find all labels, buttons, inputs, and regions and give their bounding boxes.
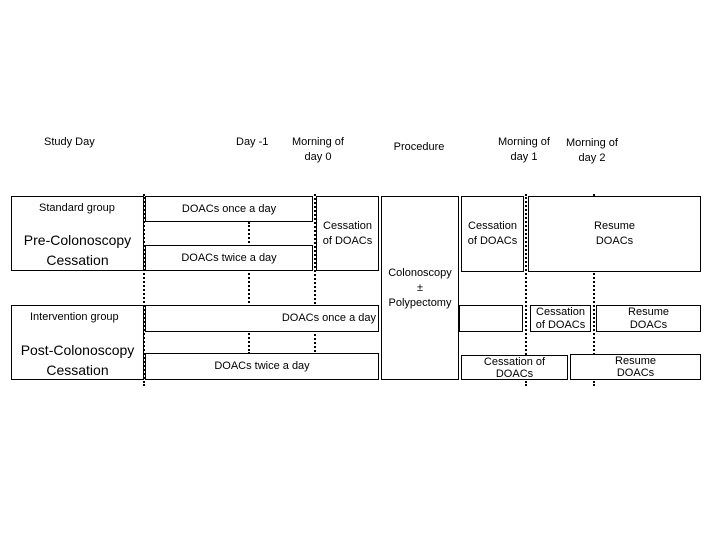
- header-morning-day-1: Morning of day 1: [498, 136, 550, 163]
- header-morning-day-2: Morning of day 2: [566, 137, 618, 164]
- header-procedure: Procedure: [393, 141, 445, 153]
- standard-doacs-once-a-day: DOACs once a day: [145, 196, 313, 222]
- standard-group-title: Pre-Colonoscopy Cessation: [23, 232, 132, 268]
- intervention-once-a-day-continuation: [459, 305, 523, 332]
- procedure-colonoscopy-polypectomy: Colonoscopy ± Polypectomy: [381, 196, 459, 380]
- standard-cessation-day-1: Cessation of DOACs: [461, 196, 524, 272]
- standard-cessation-day-0: Cessation of DOACs: [316, 196, 379, 271]
- intervention-doacs-twice-a-day: DOACs twice a day: [145, 353, 379, 380]
- intervention-twice-cessation: Cessation of DOACs: [461, 355, 568, 380]
- intervention-group-box: [11, 305, 144, 380]
- intervention-twice-resume-doacs: Resume DOACs: [570, 354, 701, 380]
- intervention-group-title: Post-Colonoscopy Cessation: [20, 342, 135, 378]
- header-day-minus-1: Day -1: [236, 136, 269, 148]
- standard-doacs-twice-a-day: DOACs twice a day: [145, 245, 313, 271]
- header-study-day: Study Day: [44, 136, 95, 148]
- standard-group-label: Standard group: [39, 202, 115, 214]
- intervention-doacs-once-a-day: [145, 305, 379, 332]
- standard-resume-doacs: Resume DOACs: [528, 196, 701, 272]
- header-morning-day-0: Morning of day 0: [292, 136, 344, 163]
- intervention-doacs-once-a-day-label: DOACs once a day: [281, 312, 376, 324]
- standard-group-box: [11, 196, 144, 271]
- timeline-marker-day-minus-1-inner: [248, 222, 250, 354]
- intervention-group-label: Intervention group: [30, 311, 119, 323]
- intervention-once-cessation-day-1: Cessation of DOACs: [530, 305, 591, 332]
- intervention-once-resume-doacs: Resume DOACs: [596, 305, 701, 332]
